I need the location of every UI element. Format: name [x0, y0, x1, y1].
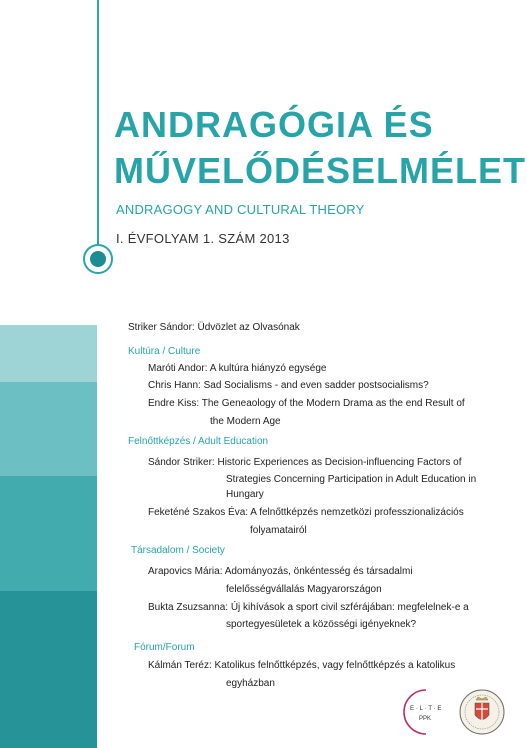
- toc-entry: [148, 566, 413, 578]
- color-band-4: [0, 591, 97, 748]
- section-heading-adult-education: Felnőttképzés / Adult Education: [128, 436, 269, 447]
- circle-ornament-dot: [90, 251, 106, 267]
- section-heading-forum: Fórum/Forum: [134, 642, 195, 653]
- toc-author: Endre Kiss:: [148, 398, 200, 409]
- toc-intro: [128, 322, 300, 334]
- toc-title-continued: the Modern Age: [210, 416, 281, 427]
- toc-title: A felnőttképzés nemzetközi professzionalizációs: [250, 507, 464, 518]
- color-band-2: [0, 382, 97, 476]
- toc-author: Arapovics Mária:: [148, 566, 223, 577]
- toc-title-continued: Strategies Concerning Participation in Adult Education in: [226, 474, 477, 485]
- toc-title: Adományozás, önkéntesség és társadalmi: [224, 566, 413, 577]
- toc-title-continued: sportegyesületek a közösségi igényeknek?: [226, 619, 417, 630]
- toc-author: Kálmán Teréz:: [148, 660, 212, 671]
- toc-author: Bukta Zsuzsanna:: [148, 602, 229, 613]
- section-heading-culture: Kultúra / Culture: [128, 346, 201, 357]
- toc-author: Chris Hann:: [148, 380, 201, 391]
- toc-entry: [148, 398, 465, 410]
- toc-title-continued: Hungary: [226, 489, 264, 500]
- color-band-1: [0, 325, 97, 382]
- ppk-text: PPK: [419, 716, 432, 722]
- toc-entry: [148, 457, 461, 469]
- toc-author: Maróti Andor:: [148, 363, 208, 374]
- color-band-3: [0, 476, 97, 591]
- toc-title: Historic Experiences as Decision-influencing Factors of: [217, 457, 462, 468]
- issue-info: I. ÉVFOLYAM 1. SZÁM 2013: [116, 231, 290, 246]
- toc-entry: [148, 660, 455, 672]
- toc-title-continued: egyházban: [226, 678, 275, 689]
- university-seal-icon: [460, 690, 504, 734]
- toc-title: Katolikus felnőttképzés, vagy felnőttképzés a katolikus: [214, 660, 456, 671]
- decorative-vertical-line: [97, 0, 99, 248]
- toc-title: Sad Socialisms - and even sadder postsocialisms?: [203, 380, 429, 391]
- toc-title: A kultúra hiányzó egysége: [209, 363, 327, 374]
- section-heading-society: Társadalom / Society: [131, 545, 225, 556]
- toc-entry: [148, 363, 326, 375]
- toc-entry: [148, 380, 429, 392]
- toc-author: Feketéné Szakos Éva:: [148, 507, 249, 518]
- elte-text: E · L · T · E: [410, 705, 442, 712]
- toc-title: Új kihívások a sport civil szférájában: megfelelnek-e a: [230, 602, 469, 613]
- toc-title: The Geneaology of the Modern Drama as the end Result of: [201, 398, 465, 409]
- toc-title-continued: felelősségvállalás Magyarországon: [226, 584, 382, 595]
- toc-title-continued: folyamatairól: [250, 525, 307, 536]
- toc-entry: [148, 507, 464, 519]
- toc-author: Striker Sándor:: [128, 322, 195, 333]
- journal-subtitle: ANDRAGOGY AND CULTURAL THEORY: [116, 202, 365, 217]
- journal-title-line-1: ANDRAGÓGIA ÉS: [114, 104, 434, 145]
- toc-title: Üdvözlet az Olvasónak: [197, 322, 300, 333]
- toc-entry: [148, 602, 469, 614]
- toc-author: Sándor Striker:: [148, 457, 215, 468]
- journal-title-line-2: MŰVELŐDÉSELMÉLET: [114, 150, 527, 191]
- elte-ppk-logo: [404, 690, 442, 734]
- publisher-logos: [400, 685, 520, 740]
